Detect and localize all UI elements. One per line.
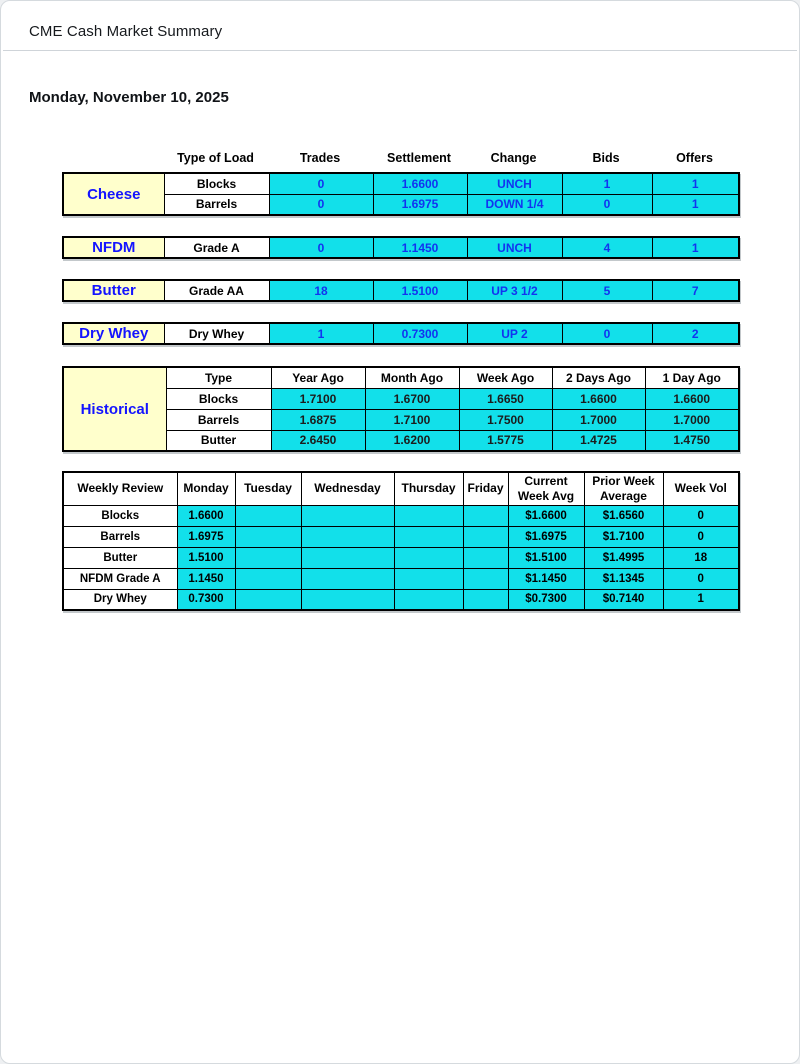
value-cell: 1.4750	[645, 430, 739, 451]
change-cell: UP 3 1/2	[467, 280, 562, 301]
settlement-cell: 1.1450	[373, 237, 467, 258]
product-cell: Barrels	[63, 526, 177, 547]
table-row	[63, 237, 739, 258]
trades-cell: 18	[269, 280, 373, 301]
page-header	[1, 1, 799, 50]
trades-cell: 0	[269, 173, 373, 194]
table-row	[63, 472, 739, 505]
col-header-bids: Bids	[592, 151, 620, 165]
current-week-avg-cell: $1.6600	[508, 505, 584, 526]
type-cell: Butter	[166, 430, 271, 451]
tuesday-cell	[235, 505, 301, 526]
col-header-prior-week-average: Prior Week Average	[584, 472, 663, 505]
dry-whey-table	[62, 322, 740, 345]
col-header-month-ago: Month Ago	[365, 367, 459, 388]
commodity-label: NFDM	[63, 237, 164, 258]
col-header-wednesday: Wednesday	[301, 472, 394, 505]
col-header-weekly-review: Weekly Review	[63, 472, 177, 505]
value-cell: 1.6600	[552, 388, 645, 409]
value-cell: 1.4725	[552, 430, 645, 451]
bids-cell: 5	[562, 280, 652, 301]
value-cell: 1.7000	[552, 409, 645, 430]
wednesday-cell	[301, 526, 394, 547]
product-cell: Dry Whey	[63, 589, 177, 610]
wednesday-cell	[301, 589, 394, 610]
commodity-label: Butter	[63, 280, 164, 301]
current-week-avg-cell: $1.1450	[508, 568, 584, 589]
prior-week-avg-cell: $1.1345	[584, 568, 663, 589]
table-row	[63, 194, 739, 215]
weekly-review-table	[62, 471, 740, 611]
thursday-cell	[394, 547, 463, 568]
col-header-2-days-ago: 2 Days Ago	[552, 367, 645, 388]
current-week-avg-cell: $0.7300	[508, 589, 584, 610]
table-row	[63, 589, 739, 610]
load-type-cell: Barrels	[164, 194, 269, 215]
table-row	[63, 568, 739, 589]
settlement-cell: 1.5100	[373, 280, 467, 301]
friday-cell	[463, 589, 508, 610]
week-vol-cell: 18	[663, 547, 739, 568]
col-header-change: Change	[490, 151, 537, 165]
thursday-cell	[394, 589, 463, 610]
tuesday-cell	[235, 568, 301, 589]
prior-week-avg-cell: $1.6560	[584, 505, 663, 526]
table-row	[63, 547, 739, 568]
col-header-current-week-avg: Current Week Avg	[508, 472, 584, 505]
value-cell: 1.6700	[365, 388, 459, 409]
week-vol-cell: 0	[663, 568, 739, 589]
col-header-offers: Offers	[676, 151, 713, 165]
bids-cell: 4	[562, 237, 652, 258]
tuesday-cell	[235, 526, 301, 547]
friday-cell	[463, 568, 508, 589]
prior-week-avg-cell: $1.7100	[584, 526, 663, 547]
table-row	[63, 526, 739, 547]
cheese-table	[62, 172, 740, 216]
product-cell: Blocks	[63, 505, 177, 526]
value-cell: 1.5775	[459, 430, 552, 451]
week-vol-cell: 0	[663, 505, 739, 526]
header-divider	[3, 50, 797, 51]
offers-cell: 7	[652, 280, 739, 301]
monday-cell: 1.6975	[177, 526, 235, 547]
type-cell: Barrels	[166, 409, 271, 430]
col-header-type-of-load: Type of Load	[177, 151, 254, 165]
settlement-cell: 0.7300	[373, 323, 467, 344]
load-type-cell: Grade AA	[164, 280, 269, 301]
week-vol-cell: 0	[663, 526, 739, 547]
tuesday-cell	[235, 547, 301, 568]
prior-week-avg-cell: $1.4995	[584, 547, 663, 568]
commodity-label: Cheese	[63, 173, 164, 215]
bids-cell: 0	[562, 323, 652, 344]
table-row	[63, 505, 739, 526]
week-vol-cell: 1	[663, 589, 739, 610]
wednesday-cell	[301, 547, 394, 568]
monday-cell: 1.6600	[177, 505, 235, 526]
product-cell: Butter	[63, 547, 177, 568]
spacer	[62, 151, 163, 165]
thursday-cell	[394, 568, 463, 589]
butter-table	[62, 279, 740, 302]
friday-cell	[463, 547, 508, 568]
value-cell: 2.6450	[271, 430, 365, 451]
trades-cell: 1	[269, 323, 373, 344]
col-header-tuesday: Tuesday	[235, 472, 301, 505]
type-cell: Blocks	[166, 388, 271, 409]
change-cell: DOWN 1/4	[467, 194, 562, 215]
value-cell: 1.7100	[271, 388, 365, 409]
current-week-avg-cell: $1.5100	[508, 547, 584, 568]
offers-cell: 1	[652, 194, 739, 215]
settlement-cell: 1.6600	[373, 173, 467, 194]
col-header-thursday: Thursday	[394, 472, 463, 505]
bids-cell: 0	[562, 194, 652, 215]
market-column-headers	[62, 151, 799, 165]
friday-cell	[463, 526, 508, 547]
offers-cell: 1	[652, 237, 739, 258]
historical-label: Historical	[63, 367, 166, 451]
value-cell: 1.7500	[459, 409, 552, 430]
value-cell: 1.7000	[645, 409, 739, 430]
change-cell: UNCH	[467, 173, 562, 194]
trades-cell: 0	[269, 237, 373, 258]
trades-cell: 0	[269, 194, 373, 215]
col-header-settlement: Settlement	[387, 151, 451, 165]
value-cell: 1.6600	[645, 388, 739, 409]
table-row	[63, 367, 739, 388]
load-type-cell: Dry Whey	[164, 323, 269, 344]
value-cell: 1.6875	[271, 409, 365, 430]
col-header-trades: Trades	[299, 151, 341, 165]
value-cell: 1.7100	[365, 409, 459, 430]
product-cell: NFDM Grade A	[63, 568, 177, 589]
value-cell: 1.6650	[459, 388, 552, 409]
col-header-monday: Monday	[177, 472, 235, 505]
prior-week-avg-cell: $0.7140	[584, 589, 663, 610]
bids-cell: 1	[562, 173, 652, 194]
historical-table	[62, 366, 740, 452]
nfdm-table	[62, 236, 740, 259]
thursday-cell	[394, 526, 463, 547]
change-cell: UNCH	[467, 237, 562, 258]
tuesday-cell	[235, 589, 301, 610]
current-week-avg-cell: $1.6975	[508, 526, 584, 547]
commodity-label: Dry Whey	[63, 323, 164, 344]
col-header-friday: Friday	[463, 472, 508, 505]
col-header-week-vol: Week Vol	[663, 472, 739, 505]
thursday-cell	[394, 505, 463, 526]
settlement-cell: 1.6975	[373, 194, 467, 215]
report-date: Monday, November 10, 2025	[29, 89, 229, 106]
monday-cell: 0.7300	[177, 589, 235, 610]
col-header-year-ago: Year Ago	[271, 367, 365, 388]
monday-cell: 1.5100	[177, 547, 235, 568]
col-header-1-day-ago: 1 Day Ago	[645, 367, 739, 388]
col-header-type: Type	[166, 367, 271, 388]
monday-cell: 1.1450	[177, 568, 235, 589]
change-cell: UP 2	[467, 323, 562, 344]
value-cell: 1.6200	[365, 430, 459, 451]
table-row	[63, 280, 739, 301]
page-title: CME Cash Market Summary	[29, 23, 223, 40]
wednesday-cell	[301, 568, 394, 589]
offers-cell: 1	[652, 173, 739, 194]
offers-cell: 2	[652, 323, 739, 344]
col-header-week-ago: Week Ago	[459, 367, 552, 388]
load-type-cell: Blocks	[164, 173, 269, 194]
load-type-cell: Grade A	[164, 237, 269, 258]
table-row	[63, 323, 739, 344]
friday-cell	[463, 505, 508, 526]
wednesday-cell	[301, 505, 394, 526]
table-row	[63, 173, 739, 194]
